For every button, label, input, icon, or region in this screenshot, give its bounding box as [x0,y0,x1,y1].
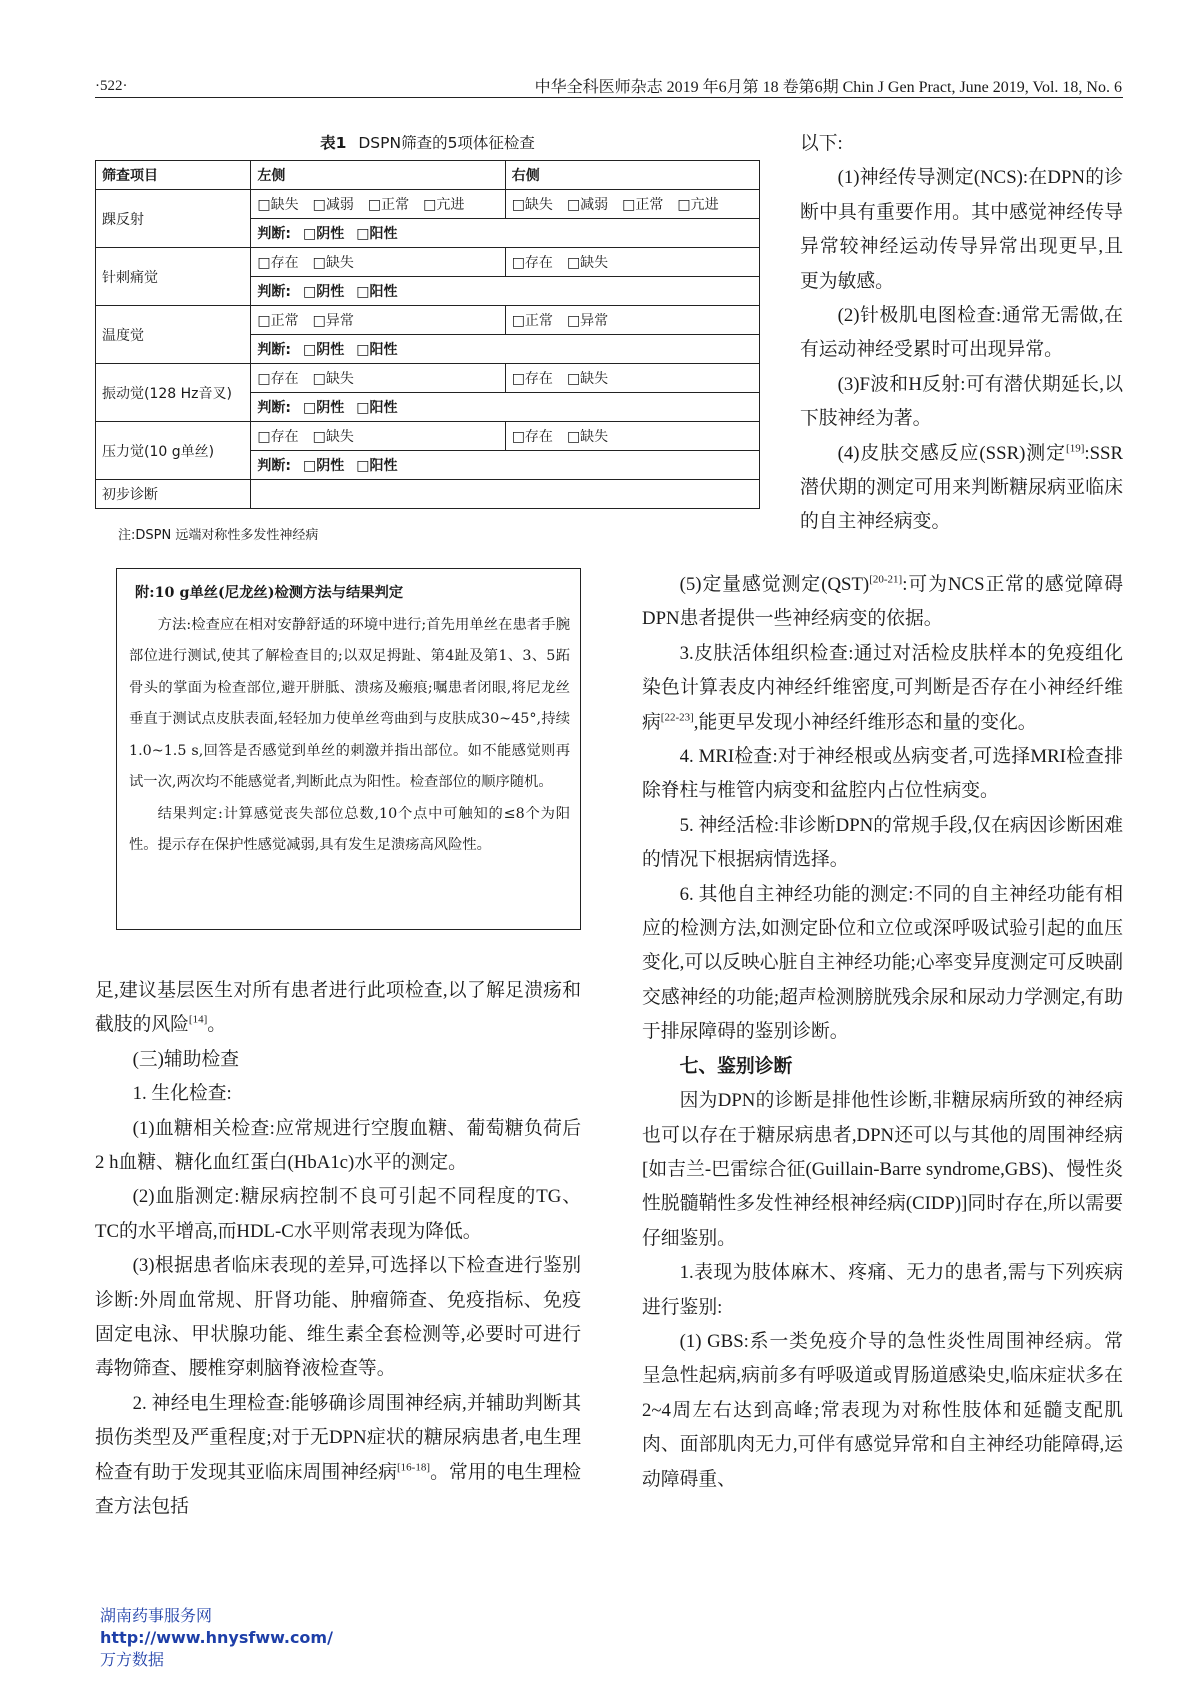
checkbox-option[interactable]: □正常 [367,197,410,213]
monofilament-appendix-box [116,568,581,930]
col-header-right: 右侧 [505,161,759,190]
checkbox-option[interactable]: □正常 [257,313,299,329]
paragraph: 以下: [800,133,843,154]
table-header-row [96,161,760,190]
left-side-options [251,364,505,393]
right-text-column-top [800,127,1123,540]
checkbox-option[interactable]: □存在 [511,429,553,445]
paragraph: (1)血糖相关检查:应常规进行空腹血糖、葡萄糖负荷后2 h血糖、糖化血红蛋白(HbA1c)水平的测定。 [95,1117,581,1174]
checkbox-option[interactable]: □缺失 [312,371,354,387]
citation[interactable]: [14] [188,1014,208,1027]
judgement-label: 判断: [257,400,292,416]
screening-item-name: 踝反射 [96,190,251,248]
paragraph: 5. 神经活检:非诊断DPN的常规手段,仅在病因诊断困难的情况下根据病情选择。 [642,814,1123,871]
checkbox-option[interactable]: □存在 [257,429,299,445]
checkbox-option[interactable]: □异常 [566,313,609,329]
right-side-options [505,190,759,219]
checkbox-option[interactable]: □缺失 [312,255,354,271]
screening-item-name: 温度觉 [96,306,251,364]
header-rule [95,97,1123,98]
screening-item-name: 针刺痛觉 [96,248,251,306]
checkbox-option[interactable]: □正常 [511,313,553,329]
paragraph: 2. 神经电生理检查:能够确诊周围神经病,并辅助判断其损伤类型及严重程度;对于无DPN症状的糖尿病患者,电生理检查有助于发现其亚临床周围神经病[16-18]。常用的电生理检查方法包括 [95,1392,581,1518]
checkbox-option[interactable]: □缺失 [312,429,354,445]
checkbox-option[interactable]: □减弱 [312,197,354,213]
left-side-options [251,248,505,277]
watermark-url-link[interactable]: http://www.hnysfww.com/ [100,1628,333,1647]
table-row [96,190,760,219]
paragraph: 因为DPN的诊断是排他性诊断,非糖尿病所致的神经病也可以存在于糖尿病患者,DPN还可以与其他的周围神经病[如吉兰-巴雷综合征(Guillain-Barre syndrome,GBS)、慢性炎性脱髓鞘性多发性神经根神经病(CIDP)]同时存在,所以需要仔细鉴别。 [642,1090,1123,1249]
section-heading: (三)辅助检查 [132,1048,240,1070]
judgement-cell [251,393,760,422]
paragraph: 3.皮肤活体组织检查:通过对活检皮肤样本的免疫组化染色计算表皮内神经纤维密度,可判断是否存在小神经纤维病[22-23],能更早发现小神经纤维形态和量的变化。 [642,642,1123,733]
judgement-negative-checkbox[interactable]: □阴性 [303,458,345,474]
judgement-positive-checkbox[interactable]: □阳性 [356,400,398,416]
checkbox-option[interactable]: □缺失 [257,197,299,213]
preliminary-diagnosis-label: 初步诊断 [96,480,251,509]
paragraph: (3)根据患者临床表现的差异,可选择以下检查进行鉴别诊断:外周血常规、肝肾功能、肿瘤筛查、免疫指标、免疫固定电泳、甲状腺功能、维生素全套检测等,必要时可进行毒物筛查、腰椎穿刺脑脊液检查等。 [95,1255,581,1380]
judgement-label: 判断: [257,226,292,242]
judgement-cell [251,335,760,364]
table-row [96,364,760,393]
left-side-options [251,190,505,219]
appendix-method: 方法:检查应在相对安静舒适的环境中进行;首先用单丝在患者手腕部位进行测试,使其了解检查目的;以双足拇趾、第4趾及第1、3、5跖骨头的掌面为检查部位,避开胼胝、溃疡及瘢痕;嘱患者闭眼,将尼龙丝垂直于测试点皮肤表面,轻轻加力使单丝弯曲到与皮肤成30~45°,持续1.0~1.5 s,回答是否感觉到单丝的刺激并指出部位。如不能感觉则再试一次,两次均不能感觉者,判断此点为阳性。检查部位的顺序随机。 [129,616,570,790]
checkbox-option[interactable]: □缺失 [511,197,553,213]
left-side-options [251,422,505,451]
table-title: DSPN筛查的5项体征检查 [358,134,535,152]
checkbox-option[interactable]: □缺失 [566,371,609,387]
paragraph: 4. MRI检查:对于神经根或丛病变者,可选择MRI检查排除脊柱与椎管内病变和盆腔内占位性病变。 [642,746,1123,802]
table-row-preliminary-diagnosis [96,480,760,509]
judgement-negative-checkbox[interactable]: □阴性 [303,342,345,358]
judgement-cell [251,219,760,248]
left-text-column [95,974,581,1525]
checkbox-option[interactable]: □缺失 [566,255,609,271]
judgement-label: 判断: [257,458,292,474]
site-watermark [100,1605,333,1671]
checkbox-option[interactable]: □异常 [312,313,354,329]
checkbox-option[interactable]: □缺失 [566,429,609,445]
checkbox-option[interactable]: □正常 [622,197,664,213]
right-side-options [505,422,759,451]
appendix-title: 附:10 g单丝(尼龙丝)检测方法与结果判定 [135,585,404,601]
judgement-label: 判断: [257,284,292,300]
right-side-options [505,306,759,335]
checkbox-option[interactable]: □减弱 [566,197,609,213]
judgement-cell [251,451,760,480]
judgement-negative-checkbox[interactable]: □阴性 [303,284,345,300]
paragraph: 足,建议基层医生对所有患者进行此项检查,以了解足溃疡和截肢的风险[14]。 [95,980,581,1036]
right-side-options [505,248,759,277]
judgement-label: 判断: [257,342,292,358]
checkbox-option[interactable]: □存在 [511,371,553,387]
right-text-column [642,568,1123,1497]
judgement-positive-checkbox[interactable]: □阳性 [356,342,398,358]
checkbox-option[interactable]: □亢进 [677,197,719,213]
screening-item-name: 压力觉(10 g单丝) [96,422,251,480]
table-row [96,248,760,277]
table-number: 表1 [320,134,347,152]
paragraph: 6. 其他自主神经功能的测定:不同的自主神经功能有相应的检测方法,如测定卧位和立位或深呼吸试验引起的血压变化,可以反映心脏自主神经功能;心率变异度测定可反映副交感神经的功能;超声检测膀胱残余尿和尿动力学测定,有助于排尿障碍的鉴别诊断。 [642,883,1123,1043]
col-header-item: 筛查项目 [96,161,251,190]
citation[interactable]: [16-18] [397,1461,430,1474]
checkbox-option[interactable]: □存在 [257,371,299,387]
judgement-negative-checkbox[interactable]: □阴性 [303,400,345,416]
dspn-screening-table [95,160,760,509]
judgement-negative-checkbox[interactable]: □阴性 [303,226,345,242]
table-row [96,306,760,335]
journal-header: 中华全科医师杂志 2019 年6月第 18 卷第6期 Chin J Gen Pract, June 2019, Vol. 18, No. 6 [534,79,1122,96]
table-row [96,422,760,451]
paragraph: 1.表现为肢体麻木、疼痛、无力的患者,需与下列疾病进行鉴别: [642,1262,1123,1318]
checkbox-option[interactable]: □存在 [257,255,299,271]
appendix-result: 结果判定:计算感觉丧失部位总数,10个点中可触知的≤8个为阳性。提示存在保护性感觉减弱,具有发生足溃疡高风险性。 [129,805,570,853]
table-note: 注:DSPN 远端对称性多发性神经病 [118,528,319,543]
paragraph: (1) GBS:系一类免疫介导的急性炎性周围神经病。常呈急性起病,病前多有呼吸道或胃肠道感染史,临床症状多在2~4周左右达到高峰;常表现为对称性肢体和延髓支配肌肉、面部肌肉无力,可伴有感觉异常和自主神经功能障碍,运动障碍重、 [642,1330,1123,1490]
subsection-heading: 1. 生化检查: [132,1083,232,1105]
section-heading: 七、鉴别诊断 [679,1055,793,1077]
left-side-options [251,306,505,335]
table-caption [95,131,760,153]
paragraph: (1)神经传导测定(NCS):在DPN的诊断中具有重要作用。其中感觉神经传导异常较神经运动传导异常出现更早,且更为敏感。 [800,167,1123,292]
col-header-left: 左侧 [251,161,505,190]
checkbox-option[interactable]: □存在 [511,255,553,271]
paragraph: (4)皮肤交感反应(SSR)测定[19]:SSR潜伏期的测定可用来判断糖尿病亚临床的自主神经病变。 [800,442,1123,533]
citation[interactable]: [20-21] [869,573,903,586]
judgement-positive-checkbox[interactable]: □阳性 [356,226,398,242]
watermark-site-name: 湖南药事服务网 [100,1606,213,1625]
paragraph: (5)定量感觉测定(QST)[20-21]:可为NCS正常的感觉障碍DPN患者提供一些神经病变的依据。 [642,573,1123,630]
preliminary-diagnosis-field[interactable] [251,480,760,509]
table-body [96,190,760,509]
paragraph: (3)F波和H反射:可有潜伏期延长,以下肢神经为著。 [800,373,1123,430]
paragraph: (2)血脂测定:糖尿病控制不良可引起不同程度的TG、TC的水平增高,而HDL-C水平则常表现为降低。 [95,1186,581,1242]
judgement-cell [251,277,760,306]
judgement-positive-checkbox[interactable]: □阳性 [356,284,398,300]
watermark-wanfang: 万方数据 [100,1650,165,1669]
citation[interactable]: [22-23] [660,711,694,724]
paragraph: (2)针极肌电图检查:通常无需做,在有运动神经受累时可出现异常。 [800,305,1123,361]
right-side-options [505,364,759,393]
screening-item-name: 振动觉(128 Hz音叉) [96,364,251,422]
checkbox-option[interactable]: □亢进 [423,197,465,213]
judgement-positive-checkbox[interactable]: □阳性 [356,458,398,474]
citation[interactable]: [19] [1066,442,1085,455]
page-number: ·522· [95,78,128,94]
